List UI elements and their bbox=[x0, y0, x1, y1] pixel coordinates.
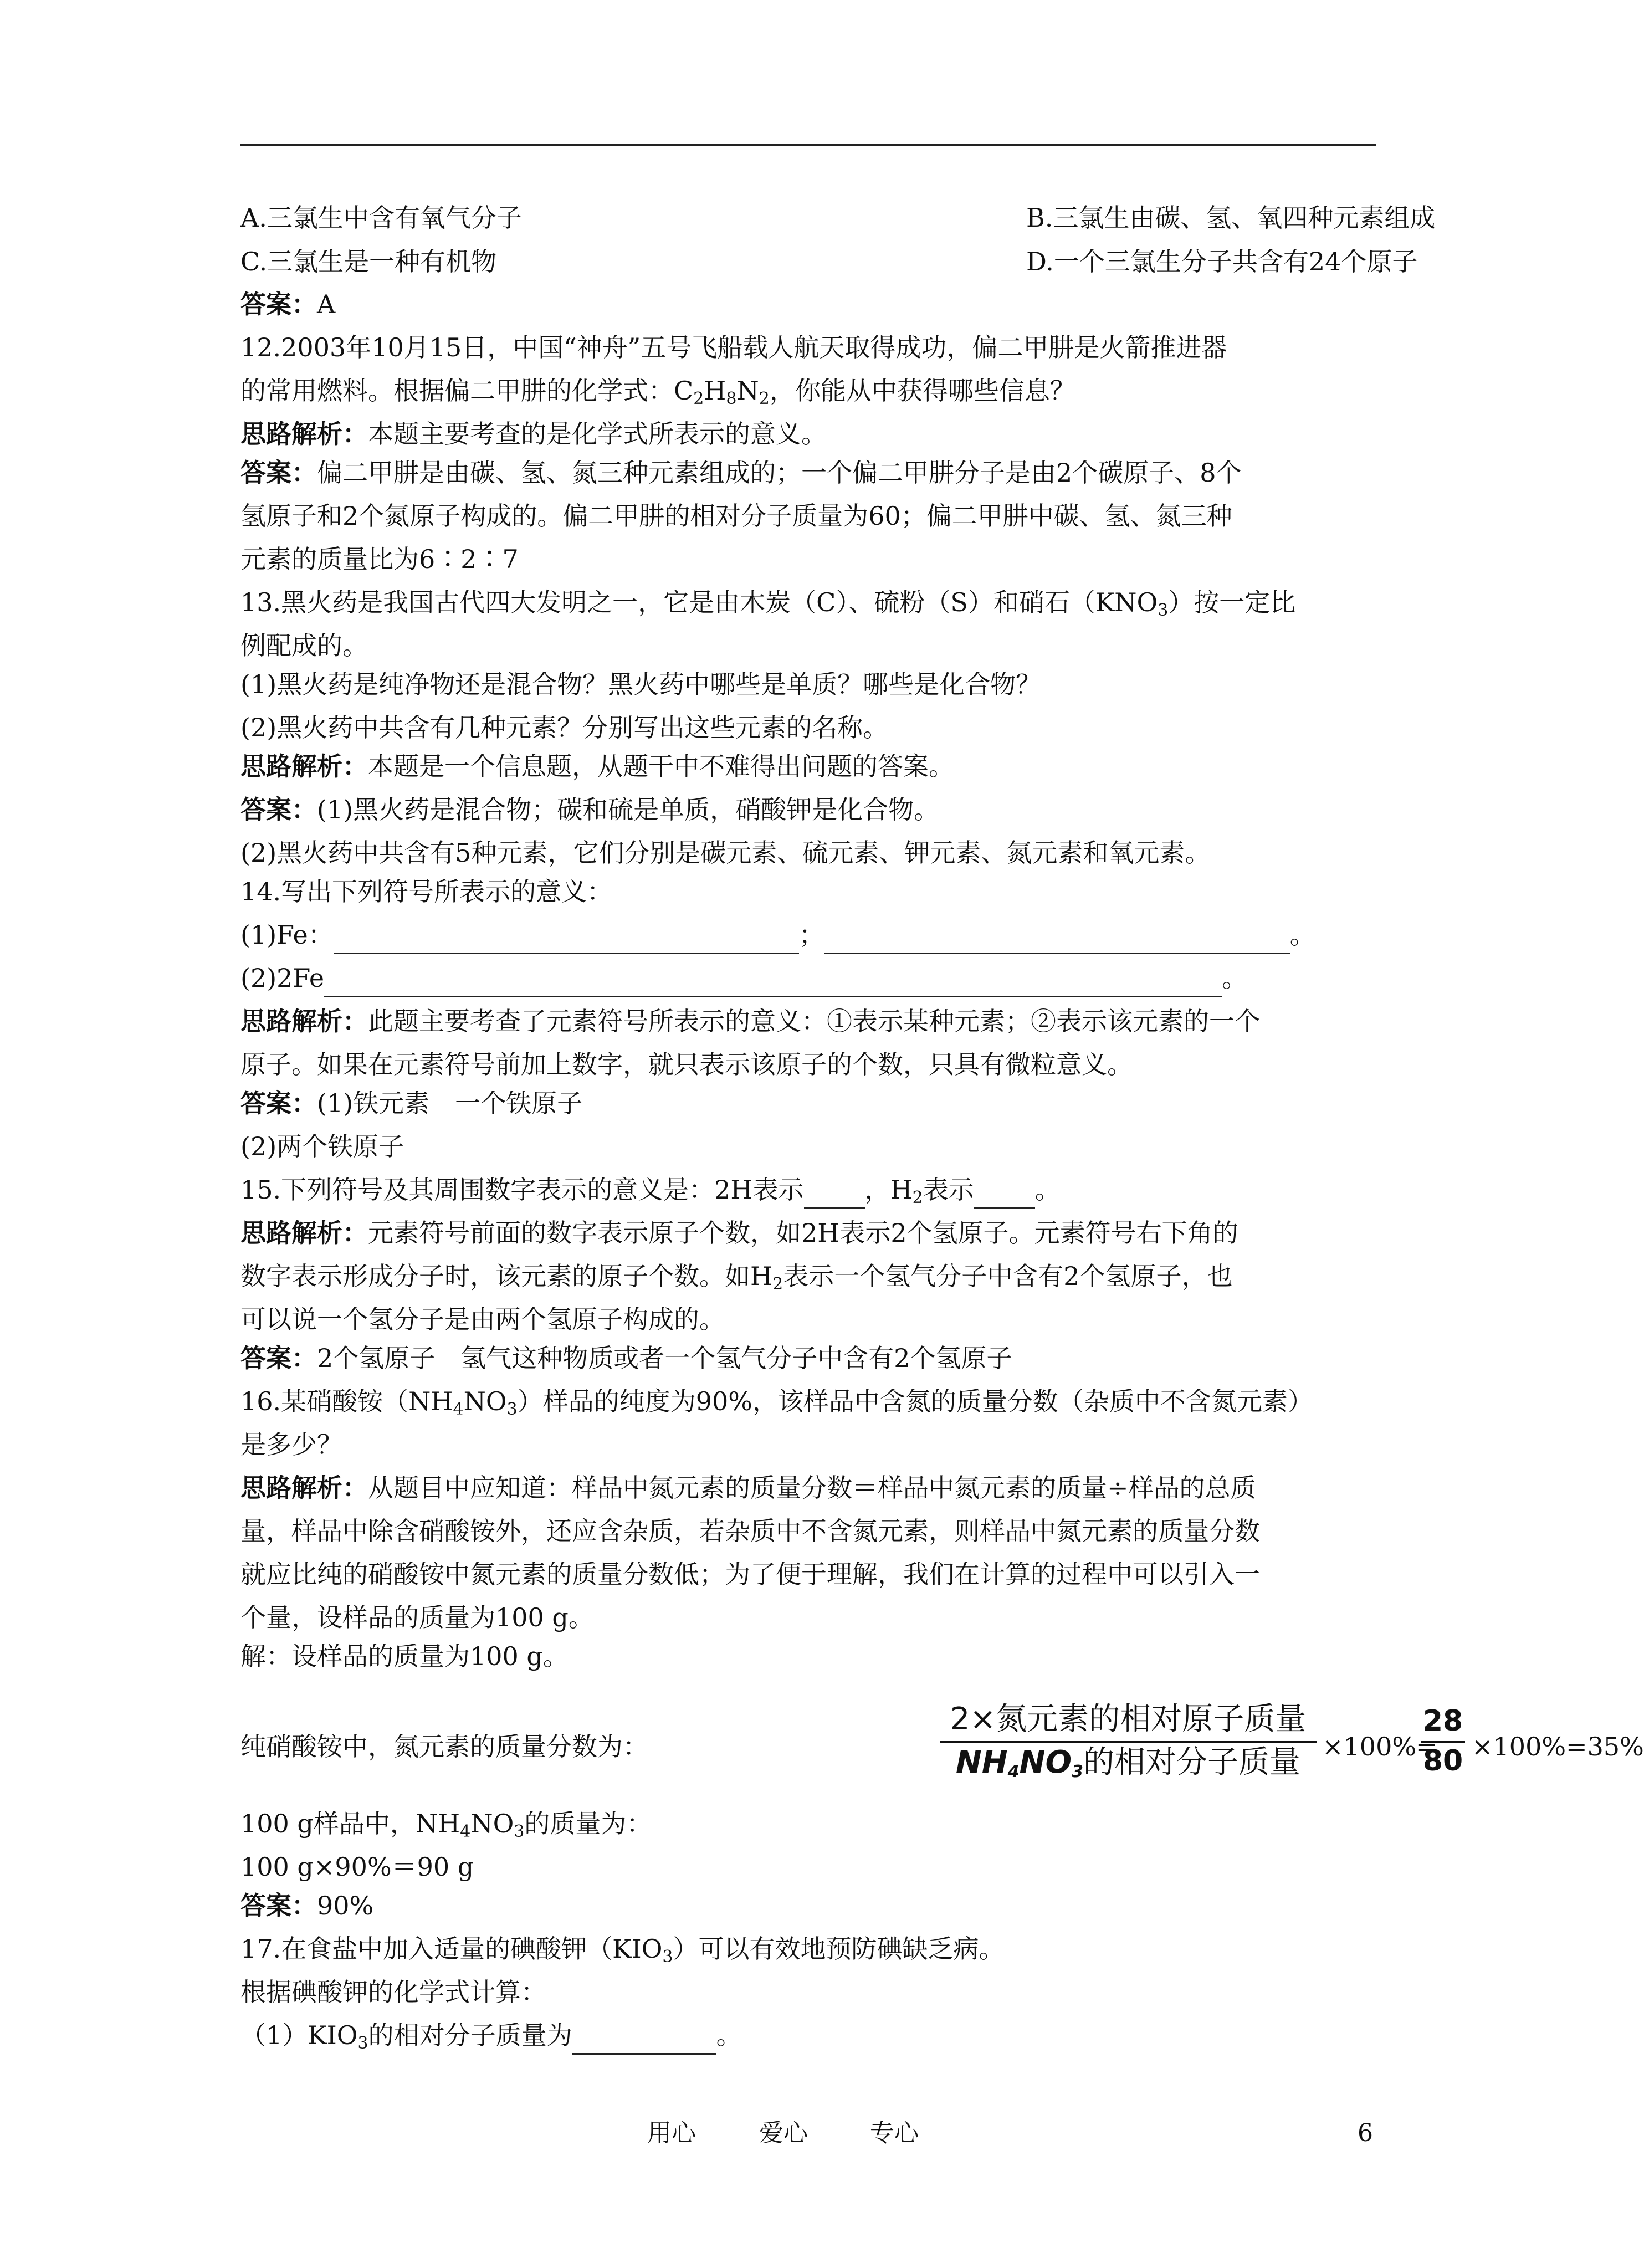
q15-analysis-line-1: 思路解析：元素符号前面的数字表示原子个数，如2H表示2个氢原子。元素符号右下角的 bbox=[240, 1218, 1238, 1248]
answer-blank bbox=[974, 1179, 1035, 1209]
q17-part-1: $(1)KIO_3$的相对分子质量为 。 bbox=[240, 2016, 1376, 2055]
formula-fraction-numeric bbox=[1421, 1703, 1465, 1786]
q12-answer-line-1: 答案：偏二甲肼是由碳、氢、氮三种元素组成的；一个偏二甲肼分子是由2个碳原子、8个 bbox=[240, 458, 1242, 488]
q13-question-1: (1)黑火药是纯净物还是混合物？黑火药中哪些是单质？哪些是化合物？ bbox=[240, 669, 1042, 699]
answer-label: 答案： bbox=[240, 1343, 317, 1373]
answer-label: 答案： bbox=[240, 1891, 317, 1921]
q13-answer-1: 答案：(1)黑火药是混合物；碳和硫是单质，硝酸钾是化合物。 bbox=[240, 795, 940, 825]
footer-word-3: 专心 bbox=[870, 2119, 919, 2147]
formula-result: ×100%=35% bbox=[1472, 1732, 1644, 1762]
answer-label: 答案： bbox=[240, 458, 317, 488]
q13-answer-2: (2)黑火药中共含有5种元素，它们分别是碳元素、硫元素、钾元素、氮元素和氧元素。 bbox=[240, 838, 1211, 868]
q13-stem-line-1: 13.黑火药是我国古代四大发明之一，它是由木炭（C）、硫粉（S）和硝石$(KNO_3)$按一定比 bbox=[240, 587, 1296, 620]
q12-answer-line-2: 氢原子和2个氮原子构成的。偏二甲肼的相对分子质量为60；偏二甲肼中碳、氢、氮三种 bbox=[240, 501, 1232, 531]
analysis-label: 思路解析： bbox=[240, 419, 368, 449]
q11-option-c: C.三氯生是一种有机物 bbox=[240, 247, 497, 277]
q13-question-2: (2)黑火药中共含有几种元素？分别写出这些元素的名称。 bbox=[240, 713, 889, 743]
q16-mass-line: 100 g样品中，$NH_4NO_3$的质量为： bbox=[240, 1809, 652, 1841]
q15-answer: 答案：2个氢原子 氢气这种物质或者一个氢气分子中含有2个氢原子 bbox=[240, 1343, 1012, 1373]
footer-word-1: 用心 bbox=[647, 2119, 696, 2147]
q13-analysis: 思路解析：本题是一个信息题，从题干中不难得出问题的答案。 bbox=[240, 751, 954, 781]
header-rule bbox=[240, 144, 1376, 146]
q14-stem: 14.写出下列符号所表示的意义： bbox=[240, 877, 613, 907]
formula-lead-text: 纯硝酸铵中，氮元素的质量分数为： bbox=[240, 1732, 648, 1762]
q16-solution: 解：设样品的质量为100 g。 bbox=[240, 1641, 569, 1671]
q16-calculation: 100 g×90%＝90 g bbox=[240, 1852, 474, 1882]
q17-stem-line-1: 17.在食盐中加入适量的碘酸钾$(KIO_3)$可以有效地预防碘缺乏病。 bbox=[240, 1934, 1005, 1967]
fraction-denominator: $NH_4NO_3$的相对分子质量 bbox=[956, 1744, 1300, 1781]
q16-analysis-line-2: 量，样品中除含硝酸铵外，还应含杂质，若杂质中不含氮元素，则样品中氮元素的质量分数 bbox=[240, 1516, 1260, 1546]
q11-option-d: D.一个三氯生分子共含有24个原子 bbox=[1026, 247, 1418, 277]
q12-answer-line-3: 元素的质量比为6∶2∶7 bbox=[240, 544, 519, 574]
q17-stem-line-2: 根据碘酸钾的化学式计算： bbox=[240, 1977, 546, 2007]
answer-blank bbox=[572, 2024, 716, 2055]
answer-blank bbox=[324, 967, 1222, 997]
q15-analysis-line-2: 数字表示形成分子时，该元素的原子个数。如$H_2$表示一个氢气分子中含有2个氢原子，也 bbox=[240, 1261, 1233, 1294]
answer-blank bbox=[804, 1179, 865, 1209]
q16-stem-line-1: 16.某硝酸铵$(NH_4NO_3)$样品的纯度为90%，该样品中含氮的质量分数（杂质中不含氮元素） bbox=[240, 1386, 1313, 1419]
q14-part-1: (1)Fe： ； 。 bbox=[240, 915, 1376, 954]
q16-analysis-line-1: 思路解析：从题目中应知道：样品中氮元素的质量分数＝样品中氮元素的质量÷样品的总质 bbox=[240, 1473, 1256, 1503]
q12-stem-line-2: 的常用燃料。根据偏二甲肼的化学式：$C_2H_8N_2$，你能从中获得哪些信息？ bbox=[240, 376, 1075, 408]
footer-word-2: 爱心 bbox=[759, 2119, 808, 2147]
answer-label: 答案： bbox=[240, 795, 317, 825]
q16-answer: 答案：90% bbox=[240, 1891, 374, 1921]
q15-analysis-line-3: 可以说一个氢分子是由两个氢原子构成的。 bbox=[240, 1304, 725, 1334]
analysis-label: 思路解析： bbox=[240, 751, 368, 781]
q11-options-row-2 bbox=[240, 242, 1418, 281]
q14-answer-2: (2)两个铁原子 bbox=[240, 1132, 404, 1161]
answer-label: 答案： bbox=[240, 1088, 317, 1118]
q16-analysis-line-4: 个量，设样品的质量为100 g。 bbox=[240, 1603, 594, 1632]
q16-analysis-line-3: 就应比纯的硝酸铵中氮元素的质量分数低；为了便于理解，我们在计算的过程中可以引入一 bbox=[240, 1559, 1260, 1589]
q11-answer: 答案：A bbox=[240, 289, 336, 319]
fraction-numerator: 2×氮元素的相对原子质量 bbox=[950, 1701, 1307, 1737]
analysis-label: 思路解析： bbox=[240, 1218, 368, 1248]
q16-fraction-formula bbox=[240, 1697, 1644, 1791]
q11-option-b: B.三氯生由碳、氢、氧四种元素组成 bbox=[1026, 203, 1436, 233]
q14-analysis-line-2: 原子。如果在元素符号前加上数字，就只表示该原子的个数，只具有微粒意义。 bbox=[240, 1049, 1133, 1079]
q15-stem: 15.下列符号及其周围数字表示的意义是：2H表示 ，$H_2$表示 。 bbox=[240, 1170, 1376, 1209]
q11-options-row-1 bbox=[240, 198, 1436, 237]
analysis-label: 思路解析： bbox=[240, 1473, 368, 1503]
q13-stem-line-2: 例配成的。 bbox=[240, 631, 368, 661]
formula-fraction bbox=[940, 1697, 1317, 1785]
q14-part-2: (2)2Fe 。 bbox=[240, 959, 1376, 997]
fraction-numeric-denominator: 80 bbox=[1422, 1744, 1463, 1778]
q12-stem-line-1: 12.2003年10月15日，中国“神舟”五号飞船载人航天取得成功，偏二甲肼是火箭推进器 bbox=[240, 332, 1227, 362]
page-number: 6 bbox=[1358, 2119, 1373, 2147]
analysis-label: 思路解析： bbox=[240, 1006, 368, 1036]
q12-analysis: 思路解析：本题主要考查的是化学式所表示的意义。 bbox=[240, 419, 827, 449]
answer-blank bbox=[334, 924, 799, 954]
q14-analysis-line-1: 思路解析：此题主要考查了元素符号所表示的意义：①表示某种元素；②表示该元素的一个 bbox=[240, 1006, 1260, 1036]
answer-label: 答案： bbox=[240, 289, 317, 319]
q11-option-a: A.三氯生中含有氧气分子 bbox=[240, 203, 522, 233]
q16-stem-line-2: 是多少？ bbox=[240, 1430, 342, 1460]
q14-answer-1: 答案：(1)铁元素 一个铁原子 bbox=[240, 1088, 583, 1118]
answer-blank bbox=[824, 924, 1290, 954]
formula-multiplier-1: ×100%= bbox=[1322, 1732, 1438, 1762]
fraction-numeric-numerator: 28 bbox=[1422, 1704, 1463, 1738]
